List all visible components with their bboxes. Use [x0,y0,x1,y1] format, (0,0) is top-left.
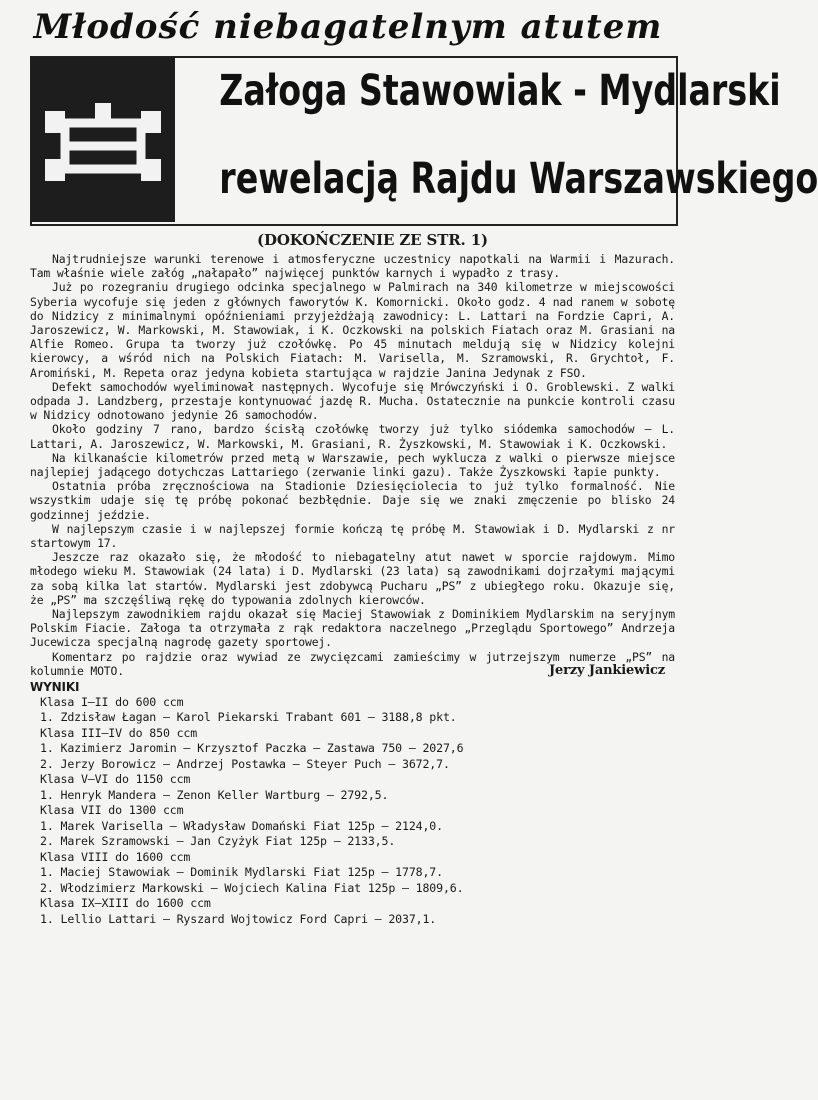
main-headline [185,60,818,210]
results-line: 2. Włodzimierz Markowski — Wojciech Kalina Fiat 125p — 1809,6. [40,880,464,895]
results-line: 1. Lellio Lattari — Ryszard Wojtowicz Ford Capri — 2037,1. [40,911,437,926]
results-line: Klasa VIII do 1600 ccm [40,849,191,864]
kicker-headline: Młodość niebagatelnym atutem [33,7,663,47]
results-line: Klasa VII do 1300 ccm [40,803,184,817]
article-paragraph: Komentarz po rajdzie oraz wywiad ze zwycięzcami zamieścimy w jutrzejszym numerze „PS” na kolumnie MOTO. [30,649,675,678]
results-line: Klasa V—VI do 1150 ccm [40,772,191,786]
results-line: 2. Jerzy Borowicz — Andrzej Postawka — Steyer Puch — 3672,7. [40,756,450,771]
rally-car-icon [31,57,175,222]
results-line: 1. Henryk Mandera — Zenon Keller Wartburg — 2792,5. [40,787,389,802]
article-paragraph: Najlepszym zawodnikiem rajdu okazał się Maciej Stawowiak z Dominikiem Mydlarskim na seryjnym Polskim Fiacie. Załoga ta otrzymała z rąk redaktora naczelnego „Przeglądu Sportowego” Andrzeja Jucewicza specjalną nagrodę gazety sportowej. [30,607,675,650]
continuation-note: (DOKOŃCZENIE ZE STR. 1) [257,231,488,249]
article-paragraph: Najtrudniejsze warunki terenowe i atmosferyczne uczestnicy napotkali na Warmii i Mazurach. Tam właśnie wiele załóg „nałapało” najwięcej punktów karnych i wypadło z trasy. [30,252,675,281]
results-line: 1. Zdzisław Łagan — Karol Piekarski Trabant 601 — 3188,8 pkt. [40,710,457,724]
results-line: 1. Marek Varisella — Władysław Domański Fiat 125p — 2124,0. [40,818,443,833]
results-list [40,695,675,928]
article-paragraph: Na kilkanaście kilometrów przed metą w Warszawie, pech wyklucza z walki o pierwsze miejsce najlepiej jadącego dotychczas Lattariego (zerwanie linki gazu). Także Żyszkowski łapie punkty. [30,450,675,480]
article-body [30,230,675,927]
author-signature: Jerzy Jankiewicz [548,663,665,679]
headline-line-2: rewelacją Rajdu Warszawskiego [219,154,818,204]
results-line: 1. Kazimierz Jaromin — Krzysztof Paczka — Zastawa 750 — 2027,6 [40,741,464,755]
article-paragraph: Już po rozegraniu drugiego odcinka specjalnego w Palmirach na 340 kilometrze w miejscowości Syberia wycofuje się jeden z głównych faworytów K. Komornicki. Około godz. 4 nad ranem w sobotę do Nidzicy z minimalnymi opóźnieniami przyjeżdżają zawodnicy: L. Lattari na Fordzie Capri, A. Jaroszewicz, W. Markowski, M. Stawowiak, i K. Oczkowski na polskich Fiatach oraz M. Grasiani na Alfie Romeo. Grupa ta tworzy już czołówkę. Po 45 minutach meldują się w Nidzicy kolejni kierowcy, a wśród nich na Polskich Fiatach: M. Varisella, M. Szramowski, R. Grychtoł, F. Aromiński, M. Repeta oraz jedyna kobieta startująca w rajdzie Janina Jedynak z FSO. [30,280,675,380]
results-line: Klasa IX—XIII do 1600 ccm [40,896,211,910]
results-heading: WYNIKI [30,680,80,695]
results-line: Klasa III—IV do 850 ccm [40,725,198,740]
article-paragraph: Defekt samochodów wyeliminował następnych. Wycofuje się Mrówczyński i O. Groblewski. Z walki odpada J. Landzberg, przestaje kontynuować jazdę R. Mucha. Ostatecznie na punkcie kontroli czasu w Nidzicy odnotowano jedynie 26 samochodów. [30,379,675,423]
article-paragraph: Jeszcze raz okazało się, że młodość to niebagatelny atut nawet w sporcie rajdowym. Mimo młodego wieku M. Stawowiak (24 lata) i D. Mydlarski (23 lata) są zawodnikami dojrzałymi mającymi za sobą kilka lat startów. Mydlarski jest zdobywcą Pucharu „PS” z ubiegłego roku. Okazuje się, że „PS” ma szczęśliwą rękę do typowania zdolnych kierowców. [30,550,675,607]
results-line: 2. Marek Szramowski — Jan Czyżyk Fiat 125p — 2133,5. [40,834,396,848]
results-line: 1. Maciej Stawowiak — Dominik Mydlarski Fiat 125p — 1778,7. [40,865,443,879]
article-paragraph: Ostatnia próba zręcznościowa na Stadionie Dziesięciolecia to już tylko formalność. Nie wszystkim udaje się tę próbę pokonać bezbłędnie. Daje się we znaki zmęczenie po blisko 24 godzinnej jeździe. [30,479,675,522]
results-line: Klasa I—II do 600 ccm [40,694,184,709]
article-paragraph: W najlepszym czasie i w najlepszej formie kończą tę próbę M. Stawowiak i D. Mydlarski z nr startowym 17. [30,521,675,551]
article-paragraph: Około godziny 7 rano, bardzo ścisłą czołówkę tworzy już tylko siódemka samochodów — L. Lattari, A. Jaroszewicz, W. Markowski, M. Grasiani, R. Żyszkowski, M. Stawowiak i K. Oczkowski. [30,422,675,451]
headline-line-1: Załoga Stawowiak - Mydlarski [219,66,781,116]
